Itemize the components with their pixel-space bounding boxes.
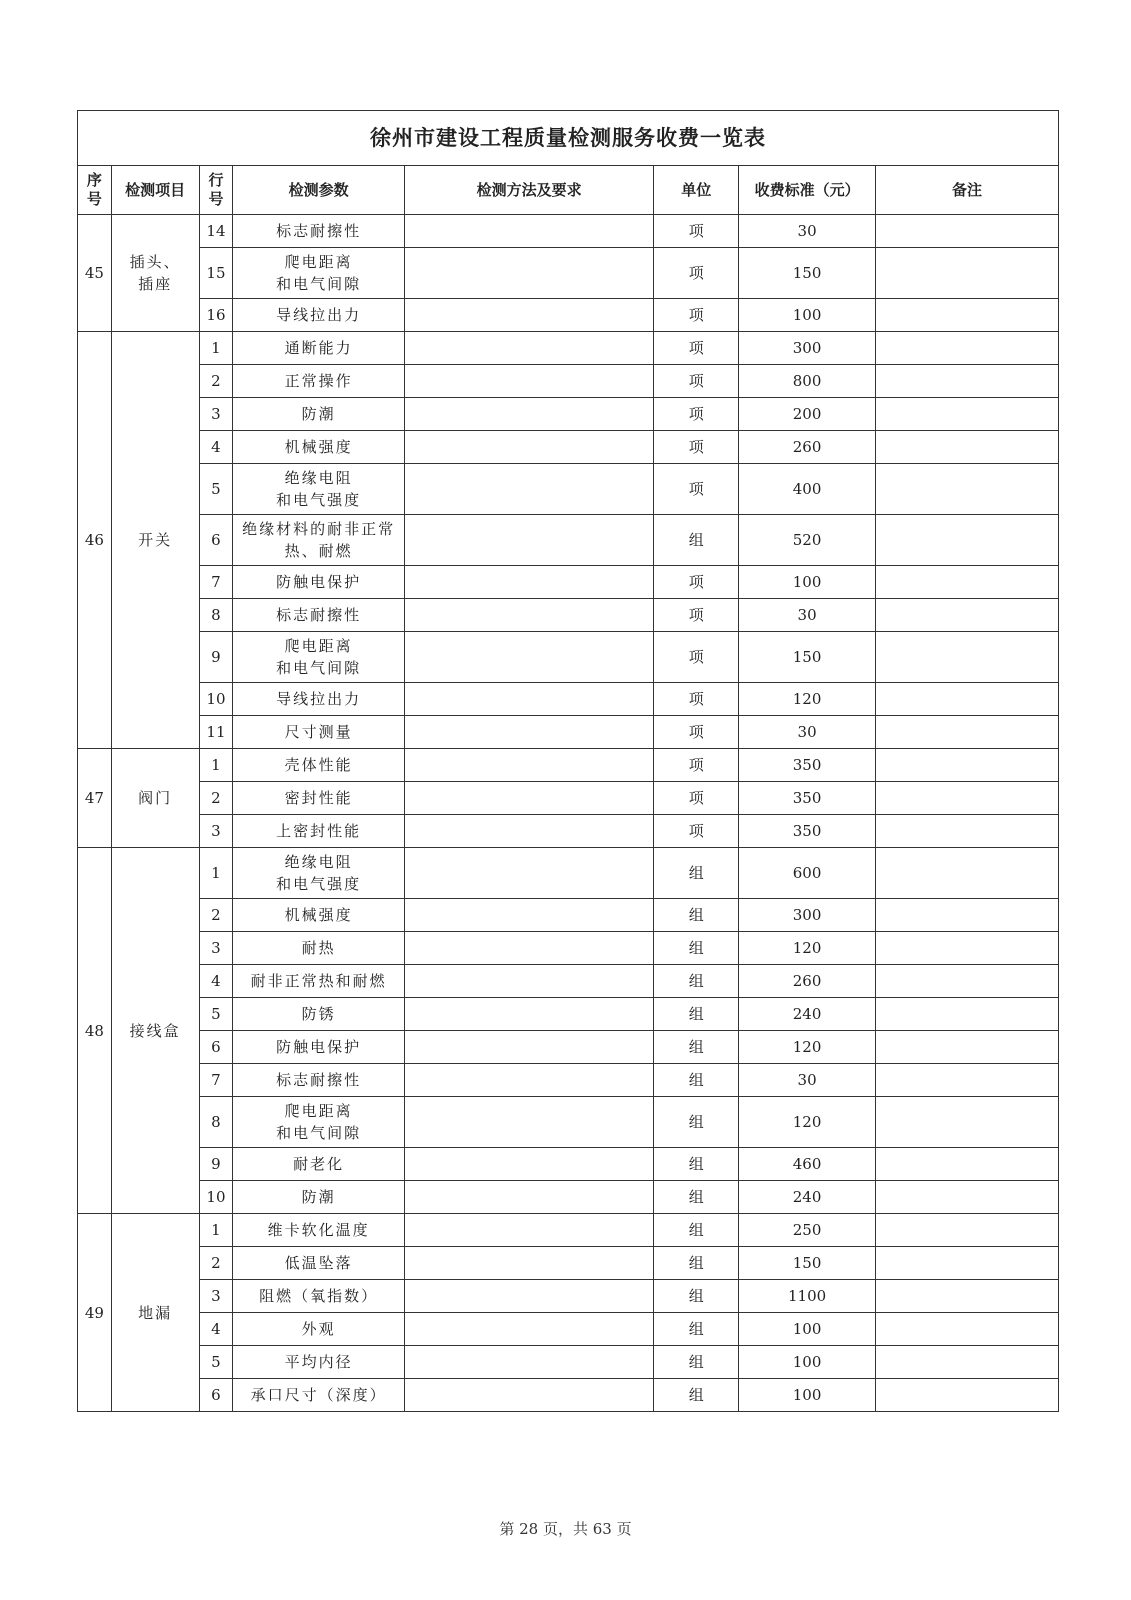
row-number: 8 [199,1097,233,1148]
method-cell [404,716,653,749]
header-param: 检测参数 [233,166,405,215]
unit-cell: 项 [654,248,739,299]
fee-cell: 30 [739,1064,876,1097]
param-cell: 导线拉出力 [233,683,405,716]
row-number: 3 [199,398,233,431]
unit-cell: 项 [654,332,739,365]
param-cell: 外观 [233,1313,405,1346]
group-item: 插头、 插座 [111,215,199,332]
table-title: 徐州市建设工程质量检测服务收费一览表 [78,111,1059,166]
table-row [78,1313,1059,1346]
param-cell: 密封性能 [233,782,405,815]
table-row [78,1097,1059,1148]
method-cell [404,515,653,566]
method-cell [404,1148,653,1181]
header-seq: 序 号 [78,166,112,215]
row-number: 1 [199,332,233,365]
fee-cell: 100 [739,1379,876,1412]
fee-cell: 460 [739,1148,876,1181]
fee-cell: 350 [739,782,876,815]
row-number: 1 [199,749,233,782]
param-cell: 尺寸测量 [233,716,405,749]
param-cell: 机械强度 [233,431,405,464]
fee-cell: 120 [739,1097,876,1148]
param-cell: 耐非正常热和耐燃 [233,965,405,998]
table-row [78,716,1059,749]
row-number: 16 [199,299,233,332]
method-cell [404,1181,653,1214]
fee-cell: 120 [739,1031,876,1064]
table-row [78,398,1059,431]
unit-cell: 项 [654,815,739,848]
fee-cell: 30 [739,716,876,749]
note-cell [876,1064,1059,1097]
method-cell [404,1214,653,1247]
group-seq: 47 [78,749,112,848]
fee-cell: 100 [739,566,876,599]
param-cell: 爬电距离 和电气间隙 [233,1097,405,1148]
fee-cell: 350 [739,815,876,848]
method-cell [404,1280,653,1313]
row-number: 5 [199,998,233,1031]
param-cell: 防潮 [233,1181,405,1214]
row-number: 8 [199,599,233,632]
row-number: 10 [199,683,233,716]
header-method: 检测方法及要求 [404,166,653,215]
header-fee: 收费标准（元） [739,166,876,215]
note-cell [876,248,1059,299]
table-row [78,632,1059,683]
table-row [78,1346,1059,1379]
row-number: 4 [199,431,233,464]
param-cell: 标志耐擦性 [233,1064,405,1097]
method-cell [404,815,653,848]
fee-cell: 150 [739,632,876,683]
method-cell [404,1031,653,1064]
row-number: 11 [199,716,233,749]
row-number: 1 [199,1214,233,1247]
note-cell [876,716,1059,749]
row-number: 14 [199,215,233,248]
unit-cell: 项 [654,683,739,716]
table-row [78,365,1059,398]
note-cell [876,782,1059,815]
param-cell: 阻燃（氧指数） [233,1280,405,1313]
row-number: 7 [199,566,233,599]
row-number: 4 [199,1313,233,1346]
note-cell [876,1214,1059,1247]
param-cell: 维卡软化温度 [233,1214,405,1247]
param-cell: 标志耐擦性 [233,599,405,632]
row-number: 2 [199,1247,233,1280]
fee-cell: 300 [739,899,876,932]
table-row [78,1214,1059,1247]
table-row [78,1247,1059,1280]
group-seq: 48 [78,848,112,1214]
fee-cell: 260 [739,965,876,998]
note-cell [876,1346,1059,1379]
table-row [78,998,1059,1031]
param-cell: 爬电距离 和电气间隙 [233,632,405,683]
param-cell: 耐老化 [233,1148,405,1181]
note-cell [876,1247,1059,1280]
header-note: 备注 [876,166,1059,215]
note-cell [876,398,1059,431]
group-seq: 45 [78,215,112,332]
method-cell [404,848,653,899]
group-item: 接线盒 [111,848,199,1214]
table-row [78,599,1059,632]
table-row [78,299,1059,332]
table-row [78,1379,1059,1412]
row-number: 6 [199,515,233,566]
row-number: 6 [199,1379,233,1412]
param-cell: 爬电距离 和电气间隙 [233,248,405,299]
table-row [78,932,1059,965]
fee-cell: 200 [739,398,876,431]
row-number: 5 [199,464,233,515]
param-cell: 标志耐擦性 [233,215,405,248]
note-cell [876,848,1059,899]
unit-cell: 组 [654,998,739,1031]
note-cell [876,1148,1059,1181]
param-cell: 承口尺寸（深度） [233,1379,405,1412]
note-cell [876,1031,1059,1064]
param-cell: 绝缘电阻 和电气强度 [233,464,405,515]
method-cell [404,1247,653,1280]
param-cell: 低温坠落 [233,1247,405,1280]
table-row [78,248,1059,299]
table-row [78,215,1059,248]
method-cell [404,299,653,332]
row-number: 1 [199,848,233,899]
table-row [78,815,1059,848]
title-row [78,111,1059,166]
note-cell [876,683,1059,716]
fee-cell: 120 [739,683,876,716]
fee-cell: 800 [739,365,876,398]
unit-cell: 组 [654,1181,739,1214]
method-cell [404,782,653,815]
method-cell [404,365,653,398]
group-item: 开关 [111,332,199,749]
row-number: 9 [199,1148,233,1181]
unit-cell: 组 [654,1148,739,1181]
unit-cell: 项 [654,749,739,782]
fee-cell: 30 [739,599,876,632]
note-cell [876,464,1059,515]
param-cell: 正常操作 [233,365,405,398]
unit-cell: 项 [654,464,739,515]
unit-cell: 项 [654,365,739,398]
fee-cell: 120 [739,932,876,965]
fee-cell: 240 [739,1181,876,1214]
group-seq: 46 [78,332,112,749]
row-number: 2 [199,899,233,932]
row-number: 9 [199,632,233,683]
row-number: 6 [199,1031,233,1064]
fee-cell: 150 [739,248,876,299]
unit-cell: 组 [654,1313,739,1346]
unit-cell: 组 [654,1214,739,1247]
method-cell [404,998,653,1031]
page-number: 第 28 页，共 63 页 [499,1520,632,1538]
table-row [78,431,1059,464]
fee-cell: 1100 [739,1280,876,1313]
method-cell [404,683,653,716]
fee-cell: 240 [739,998,876,1031]
unit-cell: 项 [654,215,739,248]
row-number: 2 [199,782,233,815]
unit-cell: 组 [654,899,739,932]
row-number: 3 [199,815,233,848]
method-cell [404,1097,653,1148]
table-row [78,464,1059,515]
row-number: 2 [199,365,233,398]
note-cell [876,431,1059,464]
note-cell [876,998,1059,1031]
group-item: 阀门 [111,749,199,848]
fee-cell: 350 [739,749,876,782]
method-cell [404,1379,653,1412]
method-cell [404,398,653,431]
table-body [78,111,1059,1412]
unit-cell: 组 [654,1031,739,1064]
unit-cell: 项 [654,599,739,632]
table-row [78,965,1059,998]
table-row [78,1148,1059,1181]
note-cell [876,215,1059,248]
method-cell [404,431,653,464]
method-cell [404,599,653,632]
unit-cell: 组 [654,515,739,566]
unit-cell: 项 [654,299,739,332]
fee-cell: 600 [739,848,876,899]
method-cell [404,749,653,782]
unit-cell: 组 [654,932,739,965]
unit-cell: 组 [654,1064,739,1097]
param-cell: 通断能力 [233,332,405,365]
method-cell [404,332,653,365]
table-row [78,683,1059,716]
param-cell: 绝缘电阻 和电气强度 [233,848,405,899]
note-cell [876,749,1059,782]
fee-cell: 250 [739,1214,876,1247]
fee-cell: 150 [739,1247,876,1280]
param-cell: 上密封性能 [233,815,405,848]
method-cell [404,1064,653,1097]
method-cell [404,215,653,248]
param-cell: 耐热 [233,932,405,965]
header-row [78,166,1059,215]
row-number: 3 [199,932,233,965]
table-row [78,1064,1059,1097]
header-unit: 单位 [654,166,739,215]
param-cell: 绝缘材料的耐非正常 热、耐燃 [233,515,405,566]
method-cell [404,248,653,299]
fee-cell: 520 [739,515,876,566]
param-cell: 壳体性能 [233,749,405,782]
unit-cell: 项 [654,398,739,431]
table-row [78,1280,1059,1313]
unit-cell: 项 [654,566,739,599]
table-row [78,1031,1059,1064]
header-item: 检测项目 [111,166,199,215]
note-cell [876,932,1059,965]
table-row [78,899,1059,932]
unit-cell: 组 [654,1346,739,1379]
unit-cell: 组 [654,848,739,899]
method-cell [404,899,653,932]
unit-cell: 项 [654,716,739,749]
note-cell [876,1097,1059,1148]
note-cell [876,599,1059,632]
note-cell [876,1379,1059,1412]
method-cell [404,1346,653,1379]
table-row [78,332,1059,365]
fee-cell: 260 [739,431,876,464]
fee-cell: 30 [739,215,876,248]
unit-cell: 项 [654,782,739,815]
fee-cell: 400 [739,464,876,515]
note-cell [876,965,1059,998]
header-row-no: 行 号 [199,166,233,215]
note-cell [876,566,1059,599]
unit-cell: 组 [654,965,739,998]
row-number: 5 [199,1346,233,1379]
row-number: 7 [199,1064,233,1097]
table-row [78,782,1059,815]
param-cell: 防触电保护 [233,566,405,599]
note-cell [876,899,1059,932]
unit-cell: 项 [654,431,739,464]
note-cell [876,1181,1059,1214]
table-row [78,749,1059,782]
fee-table [77,110,1059,1412]
note-cell [876,1280,1059,1313]
param-cell: 机械强度 [233,899,405,932]
unit-cell: 组 [654,1247,739,1280]
row-number: 4 [199,965,233,998]
fee-cell: 100 [739,1346,876,1379]
table-row [78,515,1059,566]
fee-cell: 100 [739,299,876,332]
note-cell [876,632,1059,683]
unit-cell: 组 [654,1280,739,1313]
table-row [78,566,1059,599]
method-cell [404,464,653,515]
note-cell [876,815,1059,848]
param-cell: 平均内径 [233,1346,405,1379]
note-cell [876,332,1059,365]
note-cell [876,365,1059,398]
row-number: 10 [199,1181,233,1214]
table-row [78,1181,1059,1214]
param-cell: 导线拉出力 [233,299,405,332]
unit-cell: 组 [654,1379,739,1412]
note-cell [876,299,1059,332]
table-row [78,848,1059,899]
note-cell [876,1313,1059,1346]
method-cell [404,566,653,599]
note-cell [876,515,1059,566]
group-seq: 49 [78,1214,112,1412]
row-number: 15 [199,248,233,299]
param-cell: 防触电保护 [233,1031,405,1064]
group-item: 地漏 [111,1214,199,1412]
fee-cell: 300 [739,332,876,365]
param-cell: 防锈 [233,998,405,1031]
param-cell: 防潮 [233,398,405,431]
method-cell [404,932,653,965]
fee-cell: 100 [739,1313,876,1346]
method-cell [404,965,653,998]
method-cell [404,632,653,683]
row-number: 3 [199,1280,233,1313]
unit-cell: 组 [654,1097,739,1148]
method-cell [404,1313,653,1346]
unit-cell: 项 [654,632,739,683]
